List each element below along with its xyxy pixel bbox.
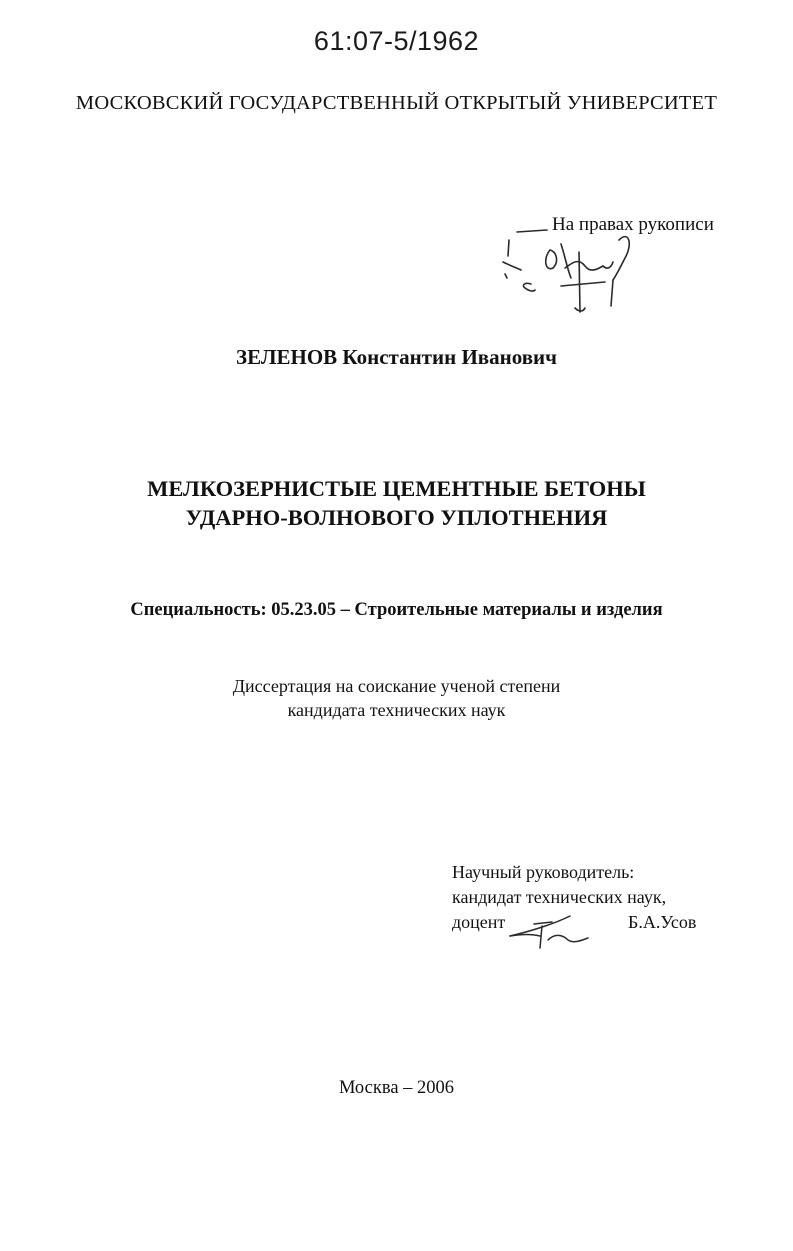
catalog-number: 61:07-5/1962 <box>313 26 480 56</box>
advisor-rank: доцент <box>452 912 506 932</box>
manuscript-note: На правах рукописи <box>552 214 714 235</box>
degree-statement <box>0 674 793 722</box>
advisor-degree: кандидат технических наук, <box>452 887 667 907</box>
city-year: Москва – 2006 <box>338 1078 455 1098</box>
specialty: Специальность: 05.23.05 – Строительные материалы и изделия <box>130 600 663 620</box>
advisor-label: Научный руководитель: <box>452 862 635 882</box>
title-line-1: МЕЛКОЗЕРНИСТЫЕ ЦЕМЕНТНЫЕ БЕТОНЫ <box>147 476 646 501</box>
title-line-2: УДАРНО-ВОЛНОВОГО УПЛОТНЕНИЯ <box>185 505 608 530</box>
advisor-name: Б.А.Усов <box>628 912 697 932</box>
author-signature <box>495 222 645 317</box>
author-name: ЗЕЛЕНОВ Константин Иванович <box>236 345 557 369</box>
degree-line-2: кандидата технических наук <box>287 700 506 720</box>
dissertation-title <box>0 474 793 532</box>
university-name: МОСКОВСКИЙ ГОСУДАРСТВЕННЫЙ ОТКРЫТЫЙ УНИВЕРСИТЕТ <box>75 92 718 114</box>
advisor-signature <box>506 912 606 952</box>
degree-line-1: Диссертация на соискание ученой степени <box>232 676 561 696</box>
